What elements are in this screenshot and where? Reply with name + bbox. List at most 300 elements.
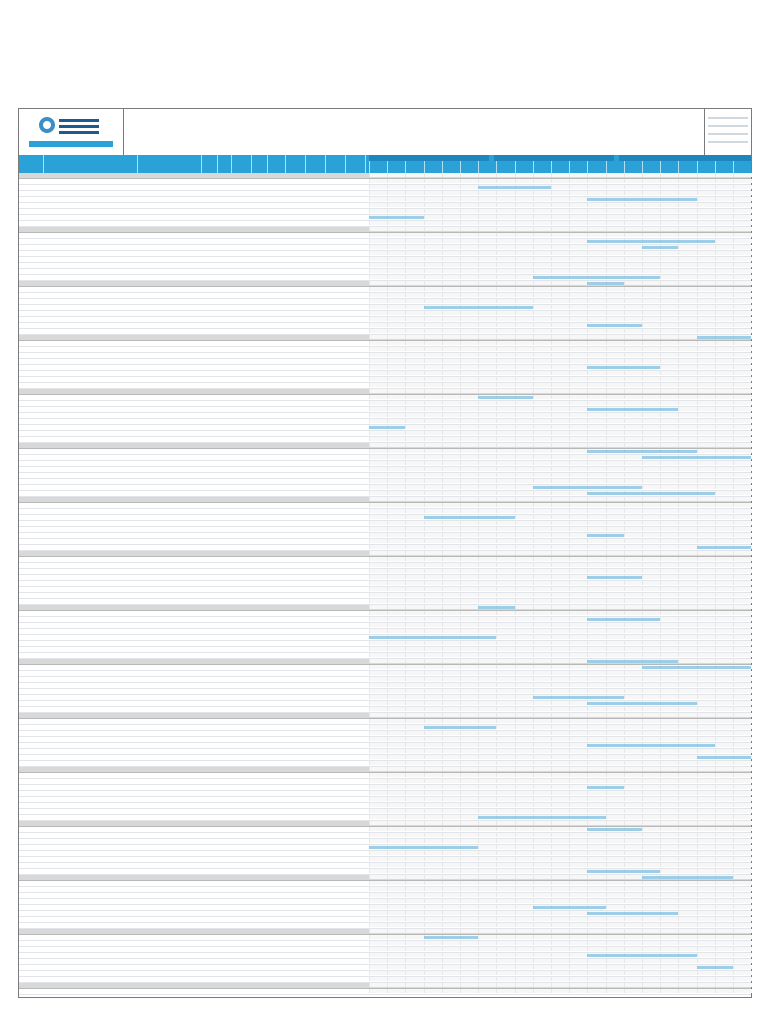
gantt-cell [587,773,606,777]
gantt-cell [496,755,515,759]
gantt-cell [496,665,515,669]
gantt-cell [697,173,716,177]
gantt-cell [642,947,661,951]
gantt-cell [715,515,734,519]
gantt-cell [606,527,625,531]
gantt-cell [387,239,406,243]
gantt-cell [733,809,752,813]
gantt-cell [660,419,679,423]
gantt-cell [678,425,697,429]
gantt-cell [533,761,552,765]
gantt-cell [733,905,752,909]
gantt-cell [587,569,606,573]
gantt-cell [478,641,497,645]
gantt-cell [606,677,625,681]
gantt-cell [496,479,515,483]
gantt-cell [496,911,515,915]
gantt-cell [387,299,406,303]
gantt-cell [660,557,679,561]
gantt-cell [551,545,570,549]
gantt-cell [460,371,479,375]
gantt-cell [569,881,588,885]
gantt-cell [606,413,625,417]
gantt-cell [478,359,497,363]
gantt-cell [442,389,461,393]
gantt-cell [551,311,570,315]
gantt-cell [606,863,625,867]
gantt-cell [369,371,388,375]
gantt-cell [569,455,588,459]
gantt-cell [715,575,734,579]
gantt-cell [551,437,570,441]
gantt-cell [460,875,479,879]
gantt-cell [460,779,479,783]
gantt-cell [478,989,497,993]
gantt-cell [715,449,734,453]
gantt-cell [733,671,752,675]
gantt-cell [405,881,424,885]
gantt-cell [387,269,406,273]
gantt-cell [405,311,424,315]
gantt-cell [424,269,443,273]
gantt-cell [460,299,479,303]
gantt-cell [533,947,552,951]
gantt-cell [424,455,443,459]
gantt-cell [515,575,534,579]
gantt-cell [387,695,406,699]
gantt-cell [606,635,625,639]
gantt-cell [369,695,388,699]
gantt-cell [551,515,570,519]
gantt-cell [587,647,606,651]
gantt-cell [587,179,606,183]
gantt-cell [551,221,570,225]
gantt-cell [569,887,588,891]
gantt-cell [606,515,625,519]
gantt-cell [569,581,588,585]
gantt-cell [733,947,752,951]
gantt-cell [442,989,461,993]
gantt-cell [733,533,752,537]
gantt-cell [424,881,443,885]
gantt-cell [733,857,752,861]
gantt-cell [405,281,424,285]
gantt-cell [624,635,643,639]
gantt-cell [533,959,552,963]
gantt-cell [405,251,424,255]
column-divider [217,155,218,173]
gantt-cell [606,557,625,561]
gantt-cell [424,485,443,489]
gantt-cell [496,905,515,909]
gantt-cell [606,227,625,231]
gantt-cell [515,773,534,777]
gantt-cell [697,323,716,327]
gantt-cell [478,323,497,327]
gantt-cell [660,893,679,897]
gantt-cell [533,683,552,687]
gantt-cell [733,275,752,279]
gantt-cell [424,575,443,579]
gantt-cell [697,911,716,915]
gantt-cell [569,635,588,639]
gantt-cell [624,581,643,585]
gantt-cell [678,443,697,447]
gantt-cell [660,683,679,687]
gantt-cell [715,431,734,435]
gantt-cell [551,359,570,363]
gantt-cell [460,833,479,837]
gantt-cell [733,917,752,921]
gantt-cell [515,923,534,927]
gantt-cell [587,665,606,669]
gantt-cell [387,569,406,573]
gantt-cell [587,581,606,585]
gantt-cell [515,533,534,537]
gantt-cell [478,317,497,321]
gantt-cell [442,971,461,975]
gantt-cell [496,761,515,765]
gantt-cell [606,305,625,309]
gantt-cell [442,437,461,441]
gantt-cell [424,773,443,777]
gantt-cell [387,749,406,753]
gantt-cell [369,923,388,927]
gantt-cell [424,293,443,297]
gantt-cell [515,791,534,795]
gantt-cell [678,815,697,819]
gantt-cell [733,863,752,867]
gantt-cell [606,881,625,885]
gantt-cell [660,395,679,399]
gantt-cell [642,923,661,927]
gantt-cell [405,245,424,249]
gantt-cell [606,839,625,843]
gantt-cell [733,593,752,597]
column-divider [285,155,286,173]
gantt-cell [697,551,716,555]
gantt-cell [369,653,388,657]
gantt-cell [715,887,734,891]
gantt-cell [496,713,515,717]
gantt-cell [496,281,515,285]
gantt-cell [733,899,752,903]
gantt-cell [387,545,406,549]
gantt-cell [515,947,534,951]
gantt-cell [624,707,643,711]
gantt-cell [733,305,752,309]
gantt-cell [496,689,515,693]
gantt-cell [642,887,661,891]
gantt-cell [460,947,479,951]
gantt-cell [387,527,406,531]
gantt-cell [369,443,388,447]
gantt-cell [587,725,606,729]
gantt-cell [697,317,716,321]
gantt-cell [697,179,716,183]
gantt-cell [405,755,424,759]
gantt-cell [642,185,661,189]
gantt-cell [460,485,479,489]
gantt-cell [569,767,588,771]
gantt-cell [569,221,588,225]
gantt-cell [733,701,752,705]
gantt-cell [460,659,479,663]
gantt-cell [442,173,461,177]
gantt-cell [715,773,734,777]
gantt-cell [496,581,515,585]
gantt-cell [369,395,388,399]
gantt-cell [678,221,697,225]
gantt-cell [424,533,443,537]
gantt-cell [424,503,443,507]
gantt-cell [678,977,697,981]
gantt-cell [369,989,388,993]
gantt-cell [533,605,552,609]
gantt-cell [587,563,606,567]
gantt-cell [715,677,734,681]
gantt-cell [405,773,424,777]
gantt-cell [533,515,552,519]
gantt-cell [515,569,534,573]
gantt-cell [460,605,479,609]
gantt-cell [424,839,443,843]
gantt-cell [569,515,588,519]
gantt-cell [697,209,716,213]
gantt-cell [496,287,515,291]
gantt-cell [715,785,734,789]
gantt-cell [642,563,661,567]
gantt-cell [442,413,461,417]
gantt-cell [697,377,716,381]
gantt-cell [697,257,716,261]
gantt-cell [697,443,716,447]
gantt-cell [569,791,588,795]
gantt-cell [642,575,661,579]
gantt-cell [424,419,443,423]
gantt-cell [551,809,570,813]
gantt-cell [369,359,388,363]
gantt-cell [533,785,552,789]
gantt-cell [515,761,534,765]
gantt-cell [606,773,625,777]
gantt-cell [551,977,570,981]
gantt-cell [733,845,752,849]
gantt-cell [460,545,479,549]
gantt-cell [606,185,625,189]
gantt-cell [551,917,570,921]
gantt-cell [678,929,697,933]
gantt-cell [405,521,424,525]
gantt-cell [387,323,406,327]
gantt-cell [569,473,588,477]
gantt-cell [460,191,479,195]
gantt-cell [369,887,388,891]
gantt-cell [405,395,424,399]
gantt-cell [587,437,606,441]
gantt-cell [478,251,497,255]
gantt-cell [387,395,406,399]
gantt-cell [442,551,461,555]
gantt-cell [587,923,606,927]
gantt-cell [442,197,461,201]
gantt-cell [533,563,552,567]
gantt-cell [405,821,424,825]
gantt-cell [660,629,679,633]
gantt-cell [405,227,424,231]
gantt-cell [424,497,443,501]
gantt-cell [387,455,406,459]
gantt-cell [496,575,515,579]
gantt-cell [697,341,716,345]
gantt-cell [442,665,461,669]
gantt-cell [478,593,497,597]
gantt-cell [515,581,534,585]
gantt-cell [587,875,606,879]
gantt-cell [569,545,588,549]
gantt-cell [642,791,661,795]
gantt-cell [733,413,752,417]
gantt-cell [387,827,406,831]
gantt-cell [697,815,716,819]
gantt-cell [405,905,424,909]
gantt-cell [624,473,643,477]
gantt-cell [606,887,625,891]
gantt-cell [551,197,570,201]
column-divider [231,155,232,173]
gantt-cell [660,353,679,357]
gantt-cell [478,599,497,603]
gantt-cell [660,731,679,735]
gantt-cell [369,377,388,381]
gantt-cell [369,605,388,609]
gantt-cell [478,755,497,759]
gantt-cell [569,941,588,945]
gantt-cell [642,839,661,843]
gantt-cell [642,299,661,303]
gantt-cell [369,503,388,507]
gantt-cell [606,269,625,273]
gantt-cell [697,797,716,801]
gantt-cell [587,737,606,741]
gantt-cell [387,413,406,417]
gantt-cell [660,983,679,987]
gantt-cell [405,815,424,819]
gantt-cell [496,827,515,831]
gantt-cell [533,365,552,369]
gantt-cell [369,749,388,753]
gantt-cell [551,539,570,543]
gantt-cell [515,839,534,843]
gantt-cell [533,245,552,249]
gantt-cell [405,887,424,891]
gantt-cell [405,713,424,717]
gantt-cell [678,305,697,309]
gantt-cell [678,341,697,345]
gantt-cell [460,863,479,867]
gantt-cell [660,275,679,279]
gantt-cell [442,485,461,489]
gantt-cell [369,881,388,885]
gantt-cell [424,707,443,711]
gantt-cell [624,887,643,891]
gantt-cell [551,749,570,753]
gantt-cell [678,479,697,483]
gantt-cell [496,929,515,933]
gantt-cell [697,275,716,279]
gantt-cell [387,875,406,879]
gantt-cell [678,821,697,825]
gantt-bar [587,366,660,369]
gantt-cell [606,395,625,399]
gantt-cell [697,827,716,831]
gantt-cell [442,923,461,927]
gantt-cell [587,425,606,429]
gantt-cell [624,833,643,837]
gantt-cell [460,959,479,963]
gantt-cell [405,803,424,807]
gantt-cell [387,617,406,621]
gantt-cell [533,257,552,261]
gantt-cell [424,599,443,603]
gantt-cell [569,557,588,561]
gantt-cell [587,605,606,609]
gantt-cell [660,329,679,333]
gantt-cell [642,971,661,975]
gantt-cell [442,341,461,345]
gantt-cell [642,353,661,357]
gantt-cell [733,239,752,243]
gantt-cell [660,653,679,657]
gantt-cell [660,497,679,501]
page-footer [718,1012,748,1020]
gantt-cell [387,911,406,915]
gantt-cell [606,935,625,939]
gantt-cell [424,731,443,735]
gantt-bar [587,702,696,705]
gantt-cell [387,257,406,261]
gantt-cell [697,497,716,501]
gantt-cell [569,593,588,597]
gantt-cell [587,791,606,795]
gantt-cell [405,701,424,705]
gantt-cell [405,659,424,663]
gantt-cell [369,791,388,795]
gantt-cell [515,539,534,543]
gantt-cell [715,803,734,807]
gantt-cell [515,371,534,375]
gantt-cell [569,959,588,963]
gantt-cell [733,779,752,783]
gantt-cell [533,293,552,297]
gantt-cell [424,887,443,891]
gantt-cell [642,281,661,285]
gantt-cell [405,461,424,465]
gantt-cell [424,173,443,177]
gantt-cell [551,707,570,711]
gantt-cell [733,431,752,435]
gantt-cell [533,251,552,255]
gantt-cell [515,347,534,351]
gantt-cell [387,701,406,705]
gantt-cell [460,281,479,285]
gantt-cell [587,671,606,675]
gantt-cell [606,941,625,945]
gantt-cell [369,587,388,591]
gantt-cell [387,899,406,903]
gantt-cell [715,203,734,207]
gantt-cell [424,683,443,687]
